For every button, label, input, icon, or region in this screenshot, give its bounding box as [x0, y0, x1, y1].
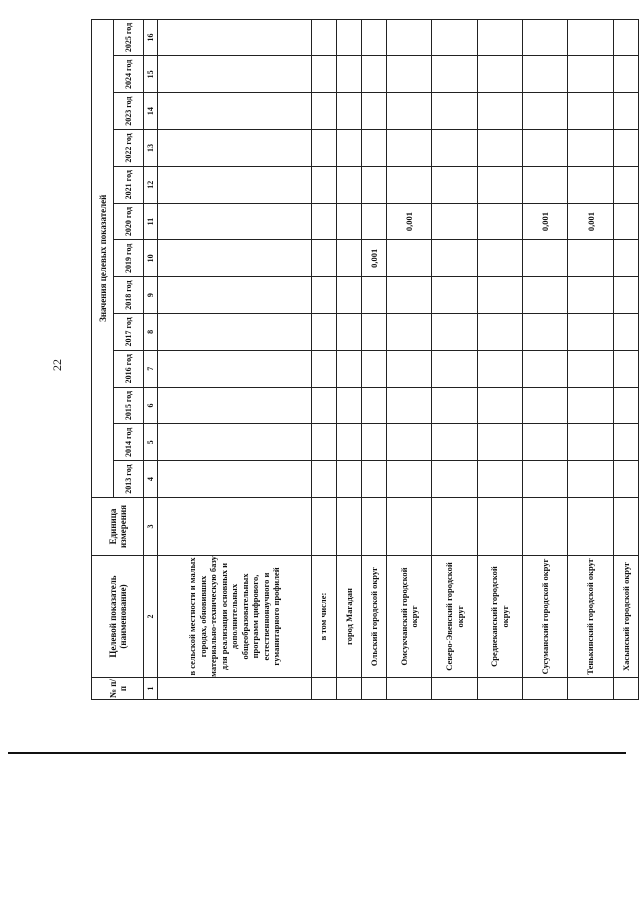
value-cell [311, 203, 336, 240]
row-indicator-name: Омсукчанский городской округ [387, 556, 432, 678]
header-year: 2024 год [114, 56, 144, 93]
value-cell [523, 277, 568, 314]
value-cell [477, 166, 522, 203]
value-cell [158, 461, 312, 498]
value-cell [523, 93, 568, 130]
value-cell [336, 240, 361, 277]
row-num-cell [387, 678, 432, 700]
table-row [387, 19, 432, 699]
header-year: 2014 год [114, 424, 144, 461]
value-cell [311, 314, 336, 351]
column-number: 2 [144, 556, 158, 678]
value-cell [523, 461, 568, 498]
value-cell [387, 461, 432, 498]
value-cell [311, 424, 336, 461]
table-row [432, 19, 477, 699]
value-cell [613, 19, 638, 56]
value-cell [336, 56, 361, 93]
column-number: 13 [144, 130, 158, 167]
value-cell [387, 93, 432, 130]
value-cell [336, 166, 361, 203]
value-cell [432, 93, 477, 130]
value-cell [158, 93, 312, 130]
value-cell [361, 130, 386, 167]
column-number: 11 [144, 203, 158, 240]
value-cell [311, 130, 336, 167]
row-unit-cell [336, 498, 361, 556]
value-cell [613, 240, 638, 277]
column-number: 9 [144, 277, 158, 314]
value-cell [432, 130, 477, 167]
value-cell [158, 277, 312, 314]
header-year: 2021 год [114, 166, 144, 203]
value-cell [387, 240, 432, 277]
row-unit-cell [158, 498, 312, 556]
value-cell [158, 424, 312, 461]
value-cell [387, 56, 432, 93]
header-year: 2013 год [114, 461, 144, 498]
value-cell [311, 93, 336, 130]
table-row [361, 19, 386, 699]
value-cell [523, 314, 568, 351]
column-number: 7 [144, 350, 158, 387]
value-cell [613, 203, 638, 240]
indicator-table-wrapper [91, 20, 639, 700]
value-cell [158, 203, 312, 240]
page-number: 22 [50, 359, 64, 371]
header-year: 2020 год [114, 203, 144, 240]
header-num: № п/п [92, 678, 144, 700]
table-row [336, 19, 361, 699]
value-cell [311, 350, 336, 387]
value-cell [158, 387, 312, 424]
value-cell [387, 277, 432, 314]
row-unit-cell [311, 498, 336, 556]
row-indicator-name: Тенькинский городской округ [568, 556, 613, 678]
value-cell [361, 350, 386, 387]
value-cell: 0,001 [568, 203, 613, 240]
value-cell [361, 277, 386, 314]
table-row [477, 19, 522, 699]
header-year: 2017 год [114, 314, 144, 351]
value-cell [523, 350, 568, 387]
value-cell [523, 19, 568, 56]
value-cell [568, 19, 613, 56]
header-indicator: Целевой показатель (наименование) [92, 556, 144, 678]
value-cell [361, 166, 386, 203]
column-number: 12 [144, 166, 158, 203]
value-cell [361, 93, 386, 130]
value-cell [613, 56, 638, 93]
header-year: 2023 год [114, 93, 144, 130]
row-indicator-name: Сусуманский городской округ [523, 556, 568, 678]
value-cell [336, 461, 361, 498]
value-cell [432, 19, 477, 56]
value-cell [568, 240, 613, 277]
value-cell [477, 314, 522, 351]
value-cell [523, 166, 568, 203]
value-cell [311, 277, 336, 314]
value-cell [432, 461, 477, 498]
value-cell [311, 461, 336, 498]
value-cell [613, 461, 638, 498]
header-year: 2019 год [114, 240, 144, 277]
value-cell [523, 424, 568, 461]
row-num-cell [568, 678, 613, 700]
value-cell [336, 203, 361, 240]
value-cell [336, 93, 361, 130]
value-cell [432, 314, 477, 351]
value-cell [432, 203, 477, 240]
value-cell [336, 387, 361, 424]
value-cell [311, 56, 336, 93]
value-cell: 0,001 [387, 203, 432, 240]
row-num-cell [477, 678, 522, 700]
value-cell [568, 387, 613, 424]
header-year: 2015 год [114, 387, 144, 424]
row-num-cell [523, 678, 568, 700]
table-row [568, 19, 613, 699]
value-cell [523, 387, 568, 424]
value-cell [336, 314, 361, 351]
value-cell [387, 387, 432, 424]
value-cell [477, 277, 522, 314]
value-cell [477, 130, 522, 167]
value-cell [568, 461, 613, 498]
table-row [158, 19, 312, 699]
value-cell [158, 240, 312, 277]
column-number: 1 [144, 678, 158, 700]
value-cell [613, 166, 638, 203]
value-cell [613, 424, 638, 461]
row-indicator-name: Среднеканский городской округ [477, 556, 522, 678]
row-indicator-name: в том числе: [311, 556, 336, 678]
value-cell [336, 19, 361, 56]
value-cell [477, 240, 522, 277]
value-cell [361, 314, 386, 351]
value-cell [568, 424, 613, 461]
value-cell [158, 350, 312, 387]
row-num-cell [361, 678, 386, 700]
row-indicator-name: Хасынский городской округ [613, 556, 638, 678]
table-row [523, 19, 568, 699]
header-values-group: Значения целевых показателей [92, 19, 114, 497]
value-cell [387, 350, 432, 387]
row-indicator-name: город Магадан [336, 556, 361, 678]
value-cell [361, 19, 386, 56]
value-cell [568, 166, 613, 203]
row-unit-cell [361, 498, 386, 556]
row-num-cell [336, 678, 361, 700]
column-number: 6 [144, 387, 158, 424]
value-cell [432, 424, 477, 461]
value-cell [158, 19, 312, 56]
value-cell [311, 387, 336, 424]
column-number: 5 [144, 424, 158, 461]
value-cell [568, 93, 613, 130]
table-row [613, 19, 638, 699]
value-cell [477, 461, 522, 498]
value-cell [361, 424, 386, 461]
row-num-cell [311, 678, 336, 700]
value-cell [568, 314, 613, 351]
row-num-cell [158, 678, 312, 700]
value-cell [568, 130, 613, 167]
value-cell [336, 277, 361, 314]
value-cell [568, 56, 613, 93]
value-cell [523, 56, 568, 93]
column-number: 3 [144, 498, 158, 556]
header-unit: Единица измерения [92, 498, 144, 556]
value-cell [387, 130, 432, 167]
indicator-table [91, 19, 639, 700]
value-cell [477, 203, 522, 240]
row-unit-cell [523, 498, 568, 556]
value-cell [477, 387, 522, 424]
value-cell [613, 350, 638, 387]
value-cell [158, 314, 312, 351]
value-cell [361, 461, 386, 498]
value-cell [477, 19, 522, 56]
header-year: 2018 год [114, 277, 144, 314]
value-cell [432, 240, 477, 277]
value-cell [613, 93, 638, 130]
row-unit-cell [477, 498, 522, 556]
value-cell [432, 277, 477, 314]
value-cell [361, 387, 386, 424]
column-number: 15 [144, 56, 158, 93]
value-cell [432, 56, 477, 93]
value-cell [568, 277, 613, 314]
value-cell [613, 277, 638, 314]
value-cell [311, 240, 336, 277]
value-cell [387, 19, 432, 56]
value-cell [311, 19, 336, 56]
value-cell [477, 56, 522, 93]
divider-line [8, 752, 626, 754]
value-cell [387, 166, 432, 203]
value-cell [158, 166, 312, 203]
column-number: 10 [144, 240, 158, 277]
value-cell [568, 350, 613, 387]
row-unit-cell [387, 498, 432, 556]
value-cell [311, 166, 336, 203]
column-number: 14 [144, 93, 158, 130]
header-year: 2016 год [114, 350, 144, 387]
row-num-cell [432, 678, 477, 700]
value-cell [432, 387, 477, 424]
value-cell [477, 350, 522, 387]
value-cell [158, 56, 312, 93]
row-unit-cell [613, 498, 638, 556]
row-num-cell [613, 678, 638, 700]
value-cell [361, 203, 386, 240]
column-number: 16 [144, 19, 158, 56]
header-year: 2022 год [114, 130, 144, 167]
value-cell [432, 166, 477, 203]
row-indicator-name: в сельской местности и малых городах, обновивших материально-техническую базу для реализации основных и дополнительных общеобразовательных программ цифрового, естественнонаучного и гуманитарного профилей [158, 556, 312, 678]
value-cell [336, 424, 361, 461]
column-number: 4 [144, 461, 158, 498]
row-indicator-name: Северо-Эвенский городской округ [432, 556, 477, 678]
value-cell [336, 350, 361, 387]
table-row [311, 19, 336, 699]
value-cell [387, 314, 432, 351]
value-cell [523, 240, 568, 277]
value-cell: 0,001 [523, 203, 568, 240]
value-cell [158, 130, 312, 167]
value-cell [477, 424, 522, 461]
row-unit-cell [568, 498, 613, 556]
value-cell [613, 314, 638, 351]
value-cell [477, 93, 522, 130]
value-cell [361, 56, 386, 93]
header-year: 2025 год [114, 19, 144, 56]
value-cell [336, 130, 361, 167]
value-cell [387, 424, 432, 461]
value-cell [613, 130, 638, 167]
value-cell [432, 350, 477, 387]
row-indicator-name: Ольский городской округ [361, 556, 386, 678]
column-number: 8 [144, 314, 158, 351]
value-cell: 0,001 [361, 240, 386, 277]
row-unit-cell [432, 498, 477, 556]
value-cell [523, 130, 568, 167]
value-cell [613, 387, 638, 424]
